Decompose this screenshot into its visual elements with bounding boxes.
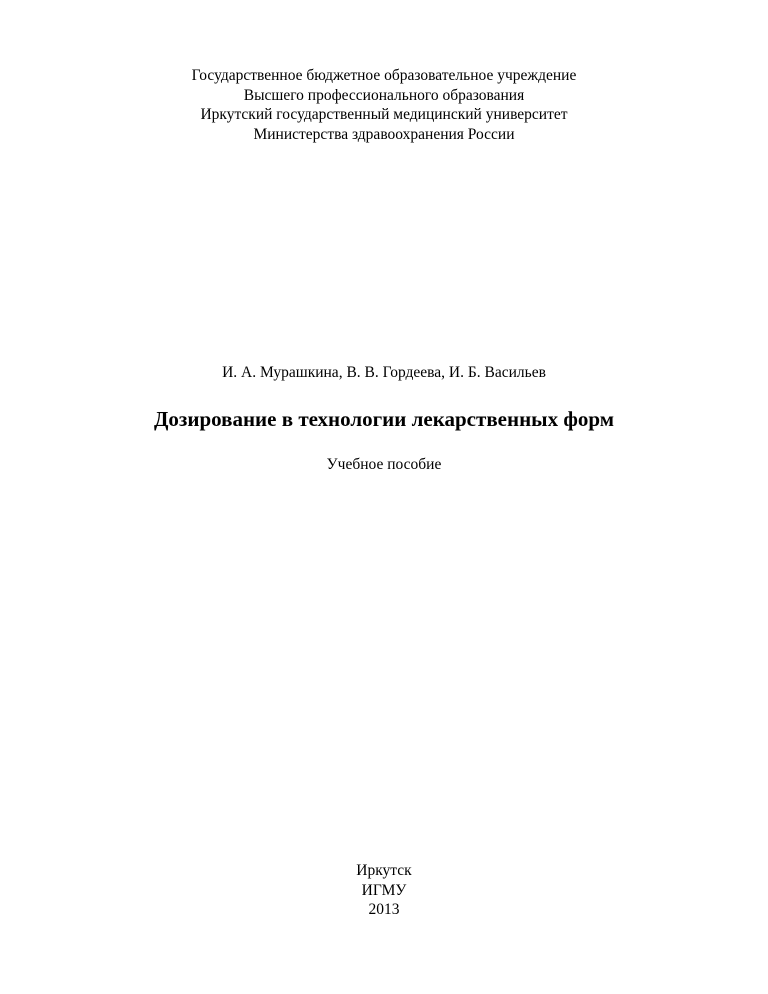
imprint-publisher: ИГМУ <box>361 881 407 899</box>
imprint-year: 2013 <box>368 901 400 918</box>
institution-line: Государственное бюджетное образовательное учреждение <box>191 67 577 84</box>
imprint-city: Иркутск <box>356 862 412 879</box>
imprint <box>0 861 768 920</box>
institution-line: Министерства здравоохранения России <box>253 125 515 143</box>
institution-line: Иркутский государственный медицинский университет <box>200 106 568 123</box>
institution-header <box>0 66 768 144</box>
authors: И. А. Мурашкина, В. В. Гордеева, И. Б. Васильев <box>222 364 546 381</box>
institution-line: Высшего профессионального образования <box>243 86 525 104</box>
book-title: Дозирование в технологии лекарственных форм <box>153 407 615 431</box>
book-subtitle: Учебное пособие <box>326 456 442 473</box>
